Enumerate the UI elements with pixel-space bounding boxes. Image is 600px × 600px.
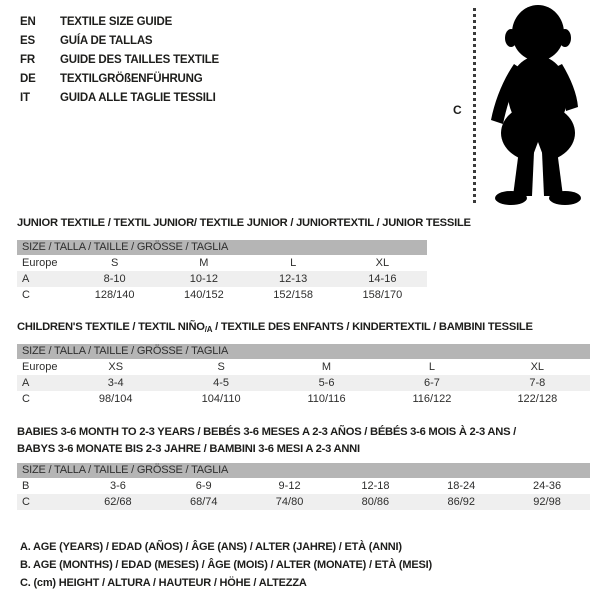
lang-row-fr [20,51,219,70]
size-cell: 62/68 [104,496,132,508]
size-cell: 86/92 [447,496,475,508]
size-cell: S [217,361,225,373]
size-cell: 92/98 [533,496,561,508]
size-cell: 9-12 [278,480,301,492]
footnote-height-cm: C. (cm) HEIGHT / ALTURA / HAUTEUR / HÖHE / ALTEZZA [20,577,307,589]
size-cell: M [199,257,209,269]
size-cell: L [428,361,435,373]
size-cell: 18-24 [447,480,476,492]
height-measure-label: C [453,103,462,117]
size-cell: 12-18 [361,480,390,492]
table-row [17,478,590,494]
lang-row-en [20,13,219,32]
lang-code: DE [20,73,36,85]
size-cell: 68/74 [189,496,218,508]
size-cell: M [321,361,332,373]
row-label: C [22,289,30,301]
size-table-babies [17,463,590,510]
size-cell: 4-5 [213,377,230,389]
title-text: CHILDREN'S TEXTILE / TEXTIL NIÑO [17,321,205,333]
size-cell: 140/152 [183,289,224,301]
lang-title: GUIDE DES TAILLES TEXTILE [60,54,219,66]
size-cell: 14-16 [368,273,397,285]
lang-row-de [20,70,219,89]
lang-code: FR [20,54,35,66]
size-cell: 6-9 [195,480,212,492]
title-sub: /A [204,325,213,334]
size-cell: 6-7 [423,377,440,389]
size-cell: 3-4 [107,377,124,389]
size-cell: 128/140 [94,289,135,301]
children-table-title [17,319,533,338]
size-cell: 5-6 [318,377,335,389]
size-cell: 122/128 [517,393,558,405]
table-row [17,494,590,510]
size-cell: 80/86 [361,496,390,508]
size-cell: 24-36 [532,480,562,492]
size-cell: 12-13 [279,273,308,285]
row-label: C [22,496,30,508]
footnotes [20,538,432,592]
title-text: / TEXTILE DES ENFANTS / KINDERTEXTIL / BAMBINI TESSILE [212,321,533,333]
lang-title: TEXTILE SIZE GUIDE [60,16,173,28]
size-cell: 158/170 [362,289,403,301]
size-cell: S [110,257,119,269]
footnote-age-years: A. AGE (YEARS) / EDAD (AÑOS) / ÂGE (ANS) / ALTER (JAHRE) / ETÀ (ANNI) [20,541,402,553]
table-row [17,271,427,287]
size-cell: XS [108,361,124,373]
lang-title: GUÍA DE TALLAS [60,35,153,47]
table-row [17,255,427,271]
table-row [17,391,590,407]
row-label: B [22,480,30,492]
size-header-bar: SIZE / TALLA / TAILLE / GRÖSSE / TAGLIA [17,344,590,359]
row-label: A [22,273,30,285]
size-header-bar: SIZE / TALLA / TAILLE / GRÖSSE / TAGLIA [17,463,590,478]
lang-code: EN [20,16,36,28]
babies-table-title [17,424,516,458]
size-cell: 98/104 [98,393,133,405]
lang-title: TEXTILGRÖßENFÜHRUNG [60,73,203,85]
lang-code: ES [20,35,35,47]
table-row [17,359,590,375]
row-label: Europe [22,257,58,269]
footnote-age-months: B. AGE (MONTHS) / EDAD (MESES) / ÂGE (MOIS) / ALTER (MONATE) / ETÀ (MESI) [20,559,432,571]
size-header-bar: SIZE / TALLA / TAILLE / GRÖSSE / TAGLIA [17,240,427,255]
size-cell: 152/158 [273,289,313,301]
baby-silhouette-icon [478,2,596,208]
lang-row-it [20,89,219,108]
size-cell: 10-12 [189,273,218,285]
title-text: BABYS 3-6 MONATE BIS 2-3 JAHRE / BAMBINI 3-6 MESI A 2-3 ANNI [17,443,360,455]
junior-table-title [17,215,471,234]
row-label: Europe [22,361,58,373]
table-row [17,375,590,391]
row-label: A [22,377,30,389]
size-cell: 7-8 [529,377,546,389]
size-cell: XL [375,257,390,269]
size-cell: 116/122 [412,393,452,405]
language-title-list [20,13,219,108]
size-cell: XL [530,361,545,373]
size-cell: 74/80 [275,496,304,508]
size-cell: 104/110 [201,393,241,405]
size-table-children [17,344,590,407]
lang-row-es [20,32,219,51]
row-label: C [22,393,30,405]
size-cell: 3-6 [109,480,126,492]
size-cell: 8-10 [103,273,126,285]
size-cell: 110/116 [307,393,346,405]
title-text: BABIES 3-6 MONTH TO 2-3 YEARS / BEBÉS 3-6 MESES A 2-3 AÑOS / BÉBÉS 3-6 MOIS À 2-3 ANS / [17,426,517,438]
table-row [17,287,427,303]
size-cell: L [290,257,297,269]
size-table-junior [17,240,427,303]
title-text: JUNIOR TEXTILE / TEXTIL JUNIOR/ TEXTILE JUNIOR / JUNIORTEXTIL / JUNIOR TESSILE [17,217,471,229]
height-measure-dashed-line [473,8,476,206]
lang-title: GUIDA ALLE TAGLIE TESSILI [60,92,216,104]
lang-code: IT [20,92,30,104]
